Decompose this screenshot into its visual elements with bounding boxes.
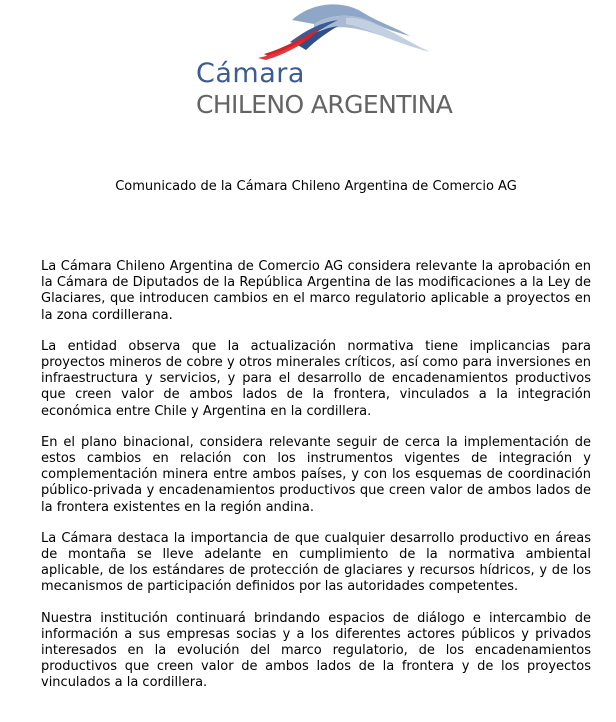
brand-name-line1: Cámara <box>196 58 305 89</box>
paragraph: La Cámara Chileno Argentina de Comercio AG considera relevante la aprobación en la Cámara de Diputados de la República Argentina de las modificaciones a la Ley de Glaciares, que introducen cambios en el marco regulatorio aplicable a proyectos en la zona cordillerana. <box>41 259 591 323</box>
mountain-swoosh-icon <box>250 0 440 62</box>
logo <box>190 0 470 125</box>
document-title: Comunicado de la Cámara Chileno Argentina de Comercio AG <box>115 179 517 194</box>
brand-name-line2: CHILENO ARGENTINA <box>196 90 453 119</box>
paragraph: En el plano binacional, considera relevante seguir de cerca la implementación de estos cambios en relación con los instrumentos vigentes de integración y complementación minera entre ambos países, y con los esquemas de coordinación público-privada y encadenamientos productivos que creen valor de ambos lados de la frontera existentes en la región andina. <box>41 434 591 515</box>
paragraph: Nuestra institución continuará brindando espacios de diálogo e intercambio de información a sus empresas socias y a los diferentes actores públicos y privados interesados en la evolución del marco regulatorio, de los encadenamientos productivos que creen valor de ambos lados de la frontera y de los proyectos vinculados a la cordillera. <box>41 610 591 691</box>
paragraph: La Cámara destaca la importancia de que cualquier desarrollo productivo en áreas de montaña se lleve adelante en cumplimiento de la normativa ambiental aplicable, de los estándares de protección de glaciares y recursos hídricos, y de los mecanismos de participación definidos por las autoridades competentes. <box>41 530 591 595</box>
document-body <box>41 259 591 707</box>
paragraph: La entidad observa que la actualización normativa tiene implicancias para proyectos mineros de cobre y otros minerales críticos, así como para inversiones en infraestructura y servicios, y para el desarrollo de encadenamientos productivos que creen valor de ambos lados de la frontera, vinculados a la integración económica entre Chile y Argentina en la cordillera. <box>41 338 591 419</box>
